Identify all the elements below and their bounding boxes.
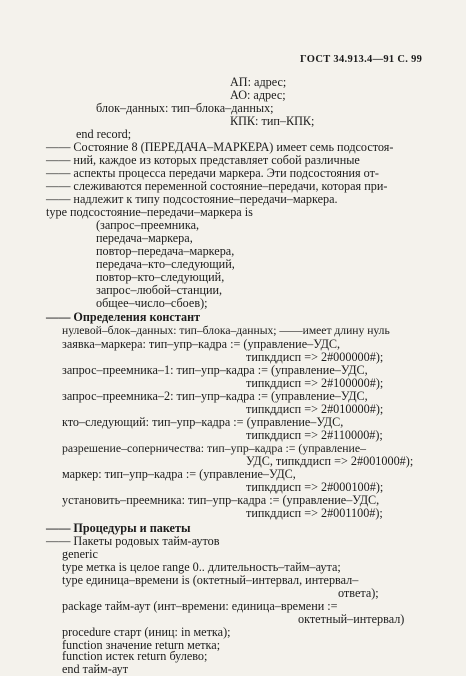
text-line: типкддисп => 2#010000#);: [246, 402, 384, 416]
section-heading: —— Определения констант: [46, 310, 201, 324]
enum-item: повтор–кто–следующий,: [96, 270, 225, 284]
comment-line: —— Пакеты родовых тайм-аутов: [46, 534, 220, 548]
text-line: ответа);: [338, 586, 379, 600]
comment-line: —— слеживаются переменной состояние–передачи, которая при-: [46, 179, 388, 193]
text-line: октетный–интервал): [298, 612, 405, 626]
enum-item: общее–число–сбоев);: [96, 296, 208, 310]
enum-item: передача–маркера,: [96, 231, 193, 245]
text-line: типкддисп => 2#000000#);: [246, 350, 384, 364]
page-header: ГОСТ 34.913.4—91 С. 99: [300, 54, 423, 65]
text-line: package тайм-аут (инт–времени: единица–времени :=: [62, 599, 338, 613]
text-line: КПК: тип–КПК;: [230, 114, 315, 128]
text-line: function истек return булево;: [62, 649, 208, 663]
text-line: маркер: тип–упр–кадра := (управление–УДС,: [62, 467, 296, 481]
text-line: установить–преемника: тип–упр–кадра := (управление–УДС,: [62, 493, 380, 507]
text-line: type метка is целое range 0.. длительность–тайм–аута;: [62, 560, 341, 574]
enum-item: повтор–передача–маркера,: [96, 244, 235, 258]
enum-item: запрос–любой–станции,: [96, 283, 223, 297]
text-line: type подсостояние–передачи–маркера is: [46, 205, 253, 219]
text-line: типкддисп => 2#000100#);: [246, 480, 384, 494]
comment-line: —— Состояние 8 (ПЕРЕДАЧА–МАРКЕРА) имеет семь подсостоя-: [46, 140, 394, 154]
text-line: end тайм-аут: [62, 662, 129, 676]
text-line: типкддисп => 2#110000#);: [246, 428, 383, 442]
section-heading: —— Процедуры и пакеты: [46, 521, 191, 535]
text-line: end record;: [76, 127, 132, 141]
text-line: generic: [62, 547, 98, 561]
text-line: кто–следующий: тип–упр–кадра := (управление–УДС,: [62, 415, 344, 429]
text-line: типкддисп => 2#001100#);: [246, 506, 383, 520]
text-line: блок–данных: тип–блока–данных;: [96, 101, 274, 115]
text-line: type единица–времени is (октетный–интервал, интервал–: [62, 573, 359, 587]
text-line: УДС, типкддисп => 2#001000#);: [246, 454, 414, 468]
text-line: АП: адрес;: [230, 75, 287, 89]
text-line: АО: адрес;: [230, 88, 286, 102]
comment-line: —— ний, каждое из которых представляет собой различные: [46, 153, 360, 167]
text-line: function значение return метка;: [62, 638, 221, 652]
text-line: типкддисп => 2#100000#);: [246, 376, 384, 390]
text-line: запрос–преемника–1: тип–упр–кадра := (управление–УДС,: [62, 363, 368, 377]
text-line: procedure старт (иниц: in метка);: [62, 625, 231, 639]
comment-line: —— надлежит к типу подсостояние–передачи–маркера.: [46, 192, 338, 206]
text-line: заявка–маркера: тип–упр–кадра := (управление–УДС,: [62, 337, 341, 351]
text-line: разрешение–соперничества: тип–упр–кадра := (управление–: [62, 441, 366, 455]
enum-item: передача–кто–следующий,: [96, 257, 235, 271]
text-line: нулевой–блок–данных: тип–блока–данных; ——имеет длину нуль: [62, 324, 390, 337]
enum-item: (запрос–преемника,: [96, 218, 200, 232]
text-line: запрос–преемника–2: тип–упр–кадра := (управление–УДС,: [62, 389, 368, 403]
comment-line: —— аспекты процесса передачи маркера. Эти подсостояния от-: [46, 166, 379, 180]
